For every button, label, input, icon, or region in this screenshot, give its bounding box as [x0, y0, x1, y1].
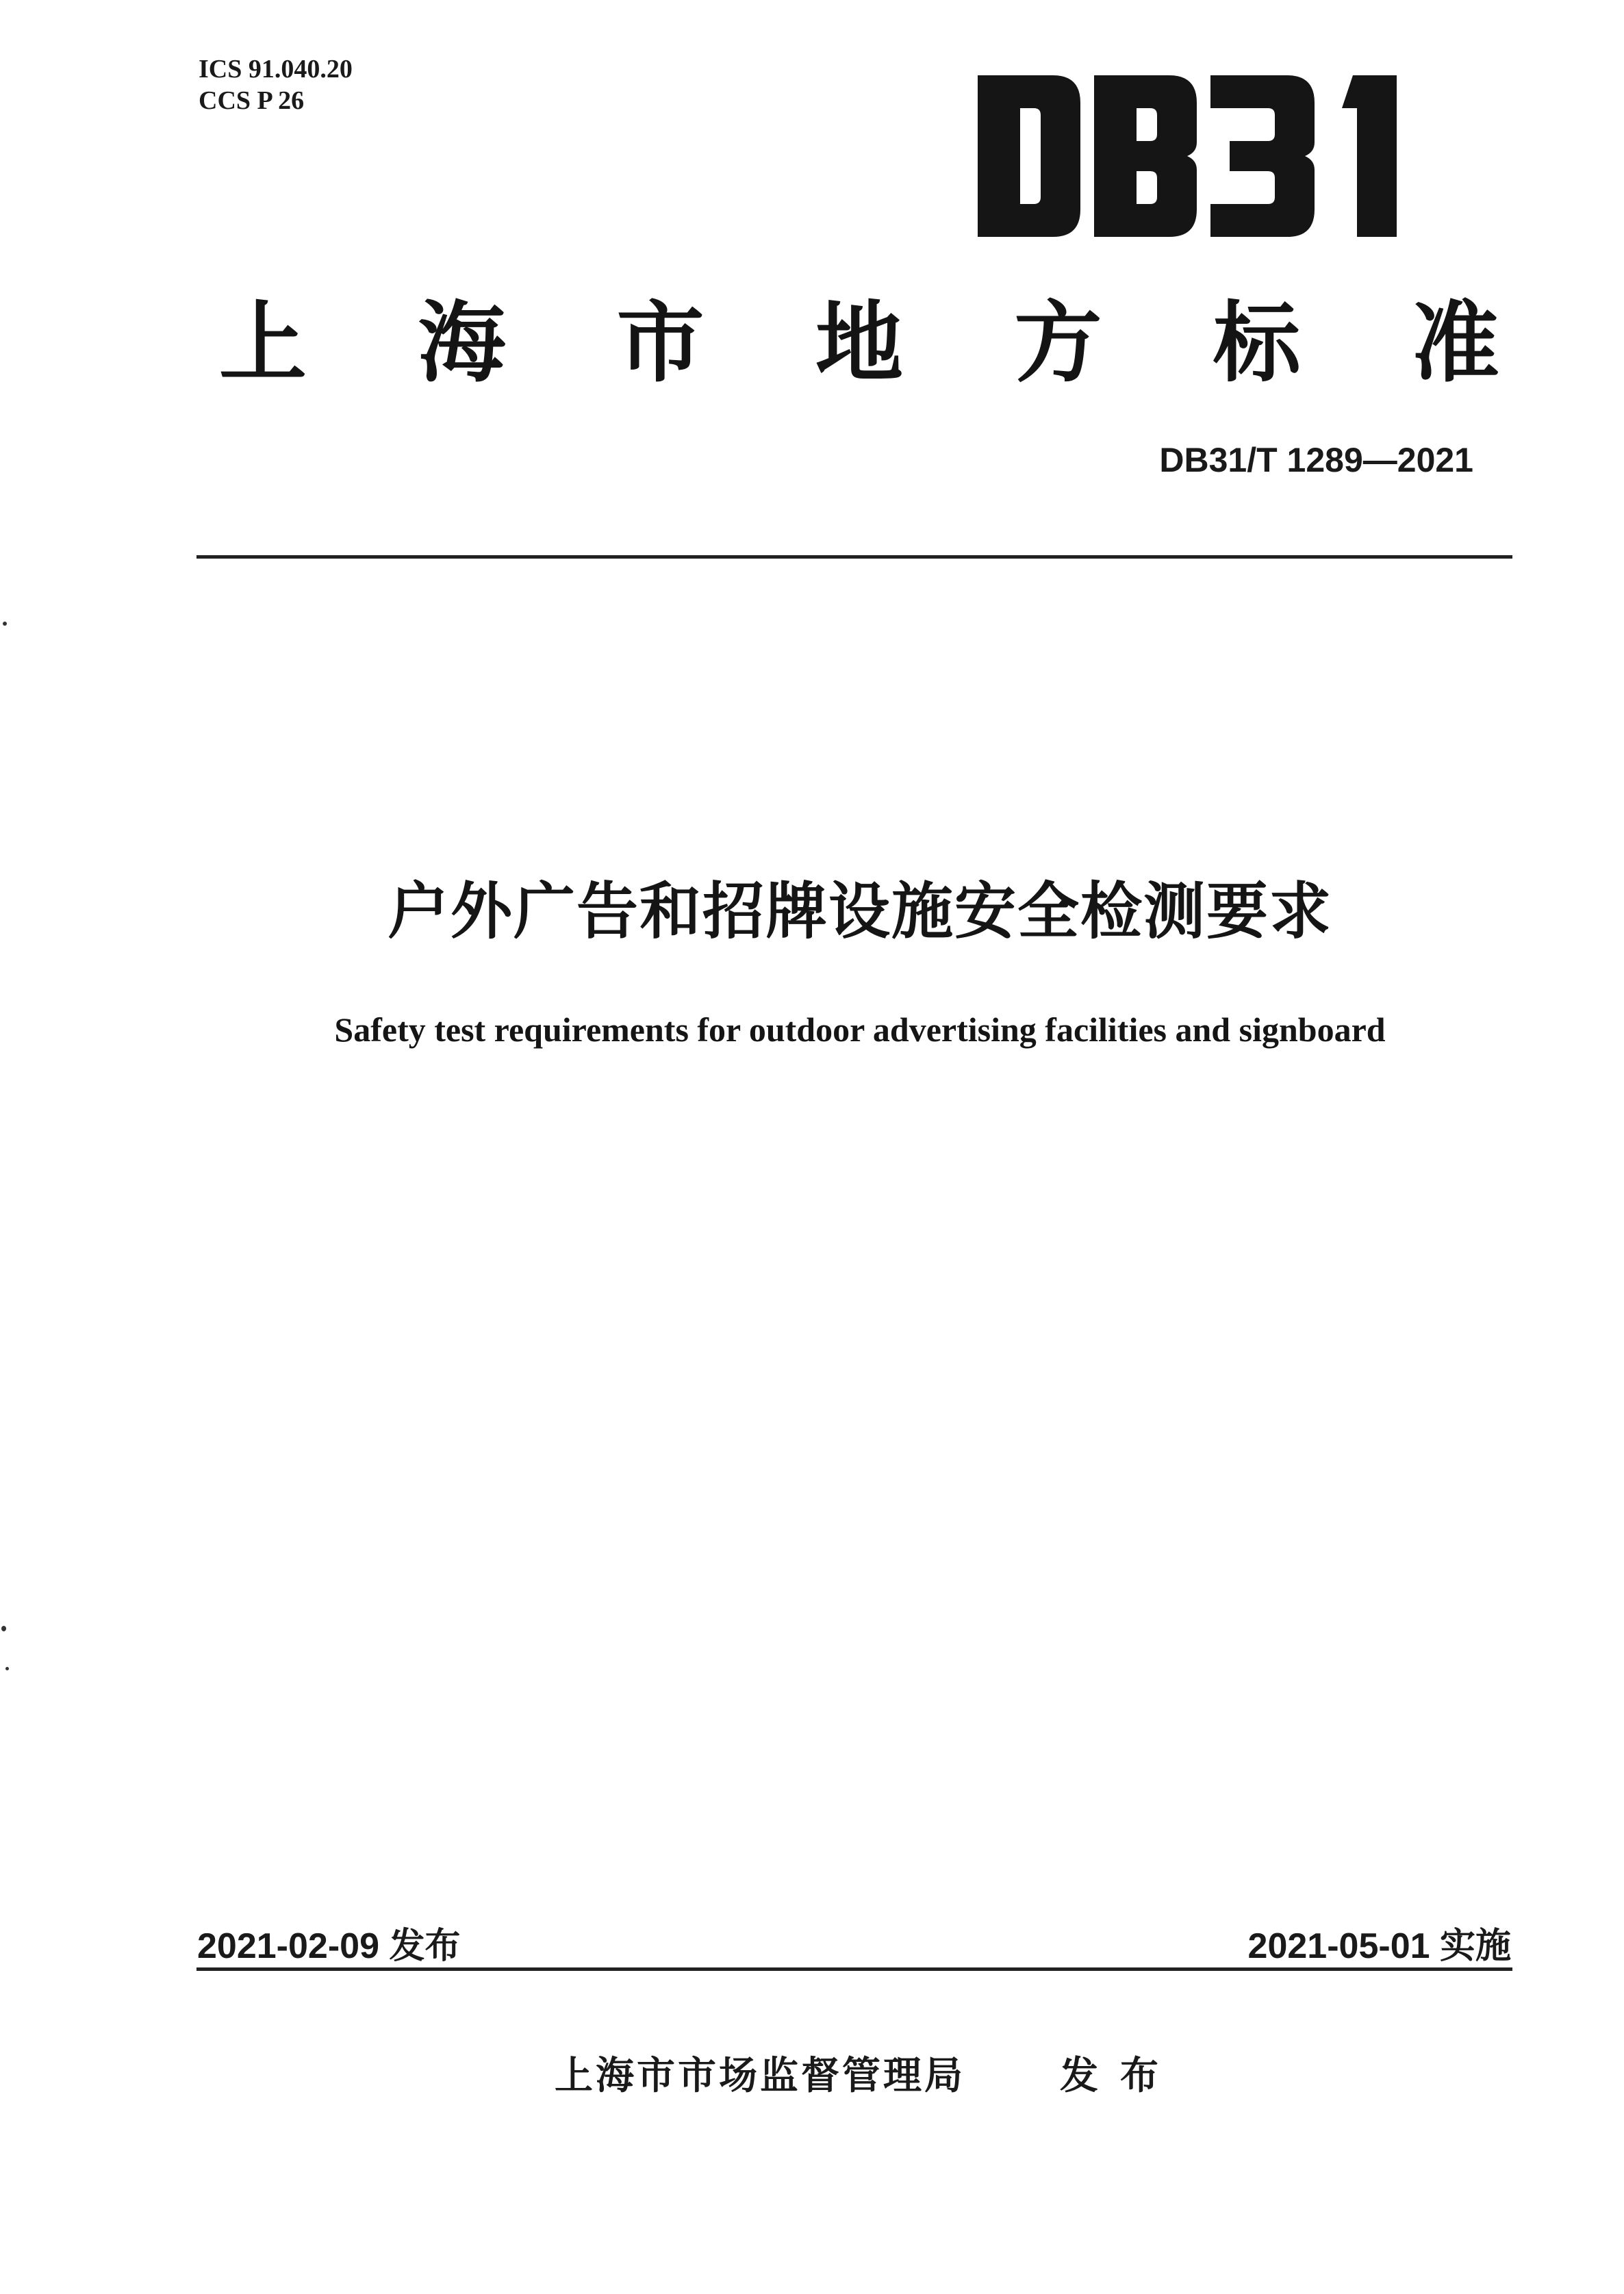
issue-date: 2021-02-09 发布 — [197, 1926, 461, 1966]
standard-type-char: 海 — [418, 292, 506, 394]
ccs-code: CCS P 26 — [199, 86, 305, 115]
scan-speck — [3, 622, 7, 626]
classification-codes — [199, 53, 353, 116]
ics-code: ICS 91.040.20 — [199, 55, 353, 84]
standard-type-char: 方 — [1014, 292, 1102, 394]
standard-type-char: 地 — [815, 292, 903, 394]
scan-speck — [5, 1667, 9, 1670]
implementation-date: 2021-05-01 实施 — [1247, 1926, 1511, 1966]
standard-type-char: 市 — [616, 292, 705, 394]
bottom-divider — [196, 1967, 1512, 1971]
document-title-chinese: 户外广告和招牌设施安全检测要求 — [388, 876, 1332, 947]
document-title-english: Safety test requirements for outdoor advertising facilities and signboard — [334, 1010, 1386, 1049]
standard-number: DB31/T 1289—2021 — [1159, 441, 1473, 479]
scan-speck — [1, 1626, 6, 1631]
top-divider — [196, 555, 1512, 559]
standard-type-heading — [219, 281, 1499, 394]
standard-type-char: 准 — [1411, 292, 1499, 394]
standard-type-char: 上 — [219, 292, 307, 394]
db31-logo — [978, 75, 1423, 237]
publisher-name: 上海市市场监督管理局 — [555, 2054, 965, 2098]
standard-type-char: 标 — [1213, 292, 1301, 394]
publish-verb: 发布 — [1060, 2054, 1180, 2098]
